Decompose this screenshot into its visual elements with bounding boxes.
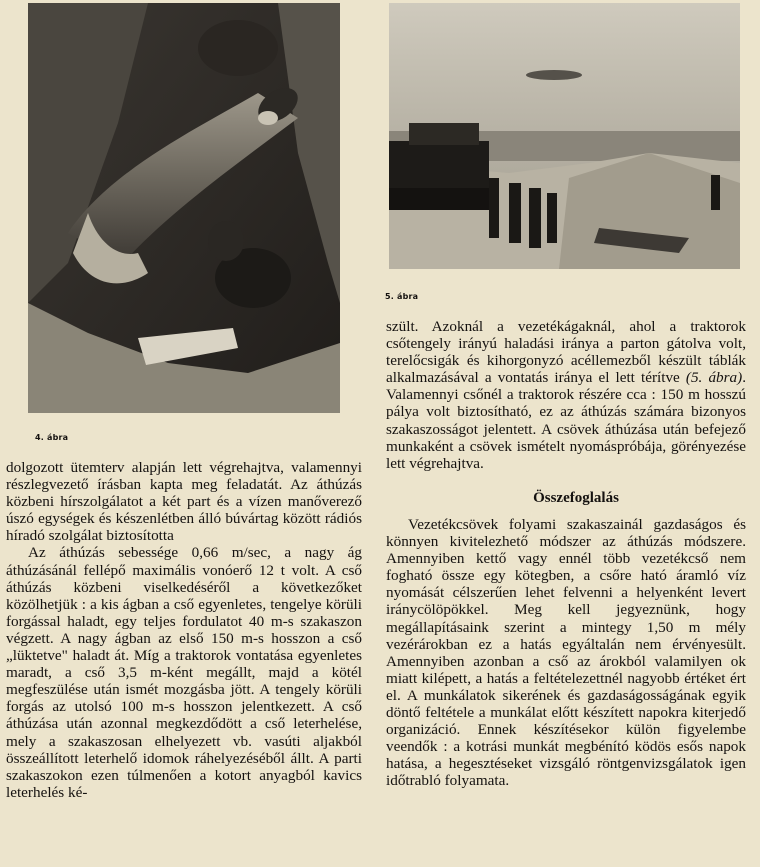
left-paragraph-1: dolgozott ütemterv alapján lett végrehajtva, valamennyi részlegvezető írásban kapta meg feladatát. Az áthúzás közbeni hírszolgálatot a két part és a vízen manőverező úszó egységek és készenlétben álló búvártag között rádiós híradó szolgálat biztosította <box>6 459 362 545</box>
section-heading: Összefoglalás <box>533 489 619 506</box>
photo-river-bank-workers-icon <box>389 3 740 269</box>
right-paragraph-1-end: . Valamennyi csőnél a traktorok részére cca : 150 m hosszú pálya volt biztosítható, ez az áthúzás számára bizonyos szakaszosságot jelentett. A csövek áthúzása után befejező munkaként a csövek ismételt nyomáspróbája, görényezése lett végrehajtva. <box>386 369 746 472</box>
left-paragraph-2: Az áthúzás sebessége 0,66 m/sec, a nagy ág áthúzásánál fellépő maximális vonóerő 12 t volt. A cső áthúzás közbeni viselkedéséről a következőket közölhetjük : a kis ágban a cső egyenletes, tengelye körüli forgással haladt, egy teljes fordulatot 40 m-s szakaszon végzett. A nagy ágban az első 150 m-s hosszon a cső „lüktetve" haladt át. Míg a traktorok vontatása egyenletes maradt, a cső 3,5 m-ként megállt, majd a kötél megfeszülése után ismét mozgásba jött. A tengely körüli forgás az utolsó 100 m-s hosszon jelentkezett. A cső áthúzása után azonnal megkezdődött a cső leterhelése, mely a szakaszosan elhelyezett vb. vasúti aljakból összeállított leterhelő idomok ráhelyezéséből állt. A parti szakaszokon ezen túlmenően a kotort anyagból kavics leterhelés ké- <box>6 544 362 801</box>
figure-4-caption: 4. ábra <box>35 433 69 442</box>
figure-5-photo <box>389 3 740 269</box>
right-paragraph-1 <box>386 318 746 472</box>
left-text-column <box>6 459 362 801</box>
summary-paragraph: Vezetékcsövek folyami szakaszainál gazdaságos és könnyen kivitelezhető módszer az áthúzás módszere. Amennyiben kettő vagy ennél több vezetékcső nem fogható össze egy kötegben, a csőre ható áramló víz nyomását célszerűen lehet felvenni a helyenként levert iránycölöpökkel. Meg kell jegyeznünk, hogy megállapításaink szerint a mintegy 1,50 m mély vezérárokban ez a hatás egyáltalán nem érvényesült. Amennyiben azonban a cső az árokból valamilyen ok miatt kilépett, a hatás a feltételezettnél nagyobb értéket ért el. A munkálatok sikerének és gazdaságosságának egyik döntő feltétele a munkálat előtt készített napokra kiterjedő organizáció. Ennek készítésekor külön figyelembe veendők : a kotrási munkát megbénító ködös esős napok hatása, a hegesztéseket vizsgáló röntgenvizsgálatok igen időtrabló folyamata. <box>386 515 746 790</box>
photo-pipe-trench-icon <box>28 3 340 413</box>
right-text-column <box>386 318 746 789</box>
figure-5-caption: 5. ábra <box>385 292 419 301</box>
figure-4-photo <box>28 3 340 413</box>
right-paragraph-1-start: szült. Azoknál a vezetékágaknál, ahol a traktorok csőtengely irányú haladási iránya a parton gátolva volt, terelőcsigák és kihorgonyzó acéllemezből készült táblák alkalmazásával a vontatás iránya el lett térítve <box>386 318 746 387</box>
figure-5-reference: (5. ábra) <box>685 369 743 387</box>
